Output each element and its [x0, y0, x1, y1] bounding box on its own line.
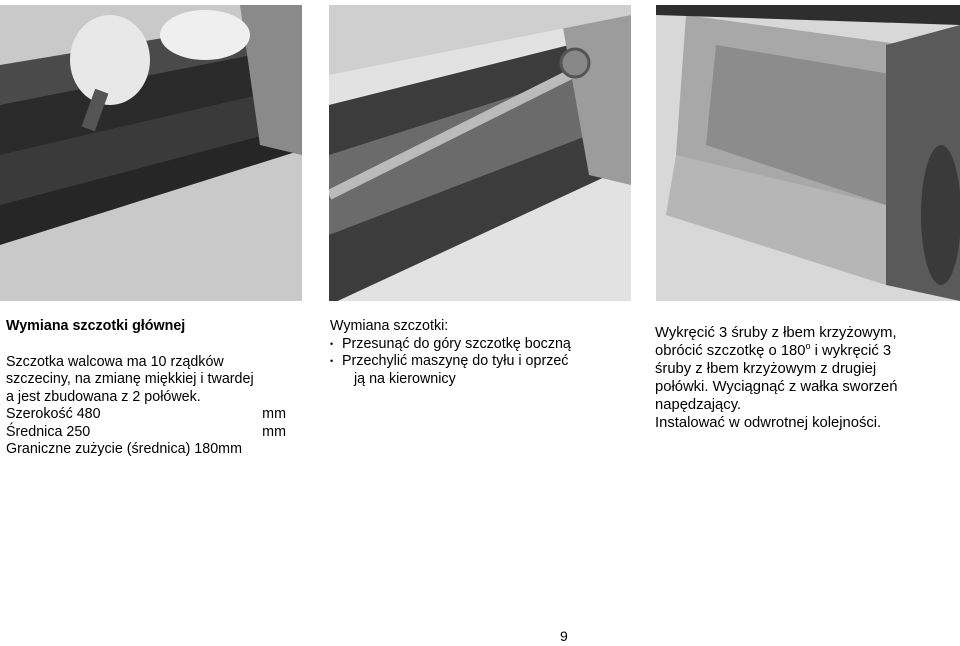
spec-unit: mm	[262, 406, 286, 422]
intro-line: a jest zbudowana z 2 połówek.	[6, 388, 201, 405]
steps-title: Wymiana szczotki:	[330, 318, 449, 334]
bullet-icon: •	[330, 356, 334, 366]
intro-line: Szczotka walcowa ma 10 rządków	[6, 353, 224, 370]
step-item	[330, 353, 630, 371]
step-item	[330, 336, 630, 354]
instruction-text: i wykręcić 3	[810, 343, 892, 359]
instruction-line	[655, 342, 955, 360]
wear-limit: Graniczne zużycie (średnica) 180mm	[6, 441, 242, 457]
spec-label: Średnica 250	[6, 423, 91, 440]
intro-line: szczeciny, na zmianę miękkiej i twardej	[6, 371, 254, 387]
instruction-line: Wykręcić 3 śruby z łbem krzyżowym,	[655, 325, 897, 341]
step-text: Przechylić maszynę do tyłu i oprzeć	[342, 353, 569, 369]
brush-shaft-photo	[329, 5, 631, 301]
degree-mark: o	[805, 341, 811, 352]
instruction-text: obrócić szczotkę o 180	[655, 343, 806, 359]
brush-housing-photo	[656, 5, 960, 301]
page-number: 9	[560, 628, 568, 644]
screw-removal-instructions	[655, 324, 955, 432]
spec-width	[6, 406, 286, 424]
brush-removal-photo	[0, 5, 302, 301]
bullet-icon: •	[330, 338, 334, 349]
section-heading: Wymiana szczotki głównej	[6, 318, 186, 334]
step-text: Przesunąć do góry szczotkę boczną	[342, 335, 571, 352]
instruction-line: napędzający.	[655, 397, 742, 413]
instruction-line: połówki. Wyciągnąć z wałka sworzeń	[655, 379, 898, 395]
step-text-continued: ją na kierownicy	[354, 370, 456, 387]
spec-diameter	[6, 424, 286, 442]
spec-label: Szerokość 480	[6, 406, 101, 422]
instruction-line: śruby z łbem krzyżowym z drugiej	[655, 361, 877, 377]
spec-unit: mm	[262, 423, 286, 440]
instruction-line: Instalować w odwrotnej kolejności.	[655, 415, 882, 431]
brush-change-steps	[330, 318, 630, 388]
main-brush-section	[6, 318, 306, 459]
